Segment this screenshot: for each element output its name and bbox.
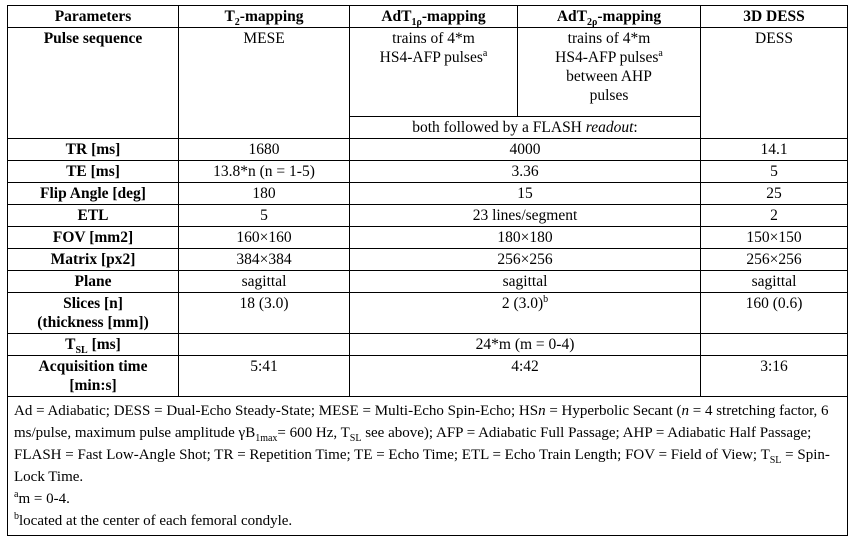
- label-tsl: $T_{SL}$ [ms]: [8, 334, 179, 356]
- cell-tr-adiabatic: 4000: [350, 139, 701, 161]
- cell-pulse-adt2: trains of 4*m HS4-AFP pulses$^a$ between AHP pulses: [518, 28, 701, 117]
- cell-acq-t2: 5:41: [179, 356, 350, 397]
- cell-matrix-adiabatic: 256×256: [350, 249, 701, 271]
- label-flip-angle: Flip Angle [deg]: [8, 183, 179, 205]
- row-acquisition-time: [8, 356, 848, 397]
- label-matrix: Matrix [px2]: [8, 249, 179, 271]
- cell-tsl-adiabatic: 24*m (m = 0-4): [350, 334, 701, 356]
- cell-slices-dess: 160 (0.6): [701, 293, 848, 334]
- cell-flip-dess: 25: [701, 183, 848, 205]
- footnote-b: $^b$located at the center of each femoral condyle.: [14, 511, 293, 529]
- cell-acq-adiabatic: 4:42: [350, 356, 701, 397]
- cell-flip-adiabatic: 15: [350, 183, 701, 205]
- cell-te-adiabatic: 3.36: [350, 161, 701, 183]
- header-3d-dess: 3D DESS: [701, 6, 848, 28]
- label-fov: FOV [mm2]: [8, 227, 179, 249]
- cell-fov-dess: 150×150: [701, 227, 848, 249]
- row-tsl: [8, 334, 848, 356]
- cell-flash-readout: both followed by a FLASH readout:: [350, 117, 701, 139]
- row-tr: [8, 139, 848, 161]
- header-adt1rho-mapping: AdT$_{1\rho}$-mapping: [350, 6, 518, 28]
- row-te: [8, 161, 848, 183]
- cell-slices-t2: 18 (3.0): [179, 293, 350, 334]
- row-fov: [8, 227, 848, 249]
- row-pulse-sequence: [8, 28, 848, 117]
- cell-tr-dess: 14.1: [701, 139, 848, 161]
- label-slices: Slices [n] (thickness [mm]): [8, 293, 179, 334]
- row-plane: [8, 271, 848, 293]
- cell-flip-t2: 180: [179, 183, 350, 205]
- cell-etl-t2: 5: [179, 205, 350, 227]
- label-etl: ETL: [8, 205, 179, 227]
- cell-matrix-dess: 256×256: [701, 249, 848, 271]
- cell-tr-t2: 1680: [179, 139, 350, 161]
- cell-plane-adiabatic: sagittal: [350, 271, 701, 293]
- cell-plane-dess: sagittal: [701, 271, 848, 293]
- row-etl: [8, 205, 848, 227]
- footnote-a: $^a$m = 0-4.: [14, 489, 70, 507]
- cell-pulse-dess: DESS: [701, 28, 848, 139]
- header-t2-mapping: $T_2$-mapping: [179, 6, 350, 28]
- cell-etl-dess: 2: [701, 205, 848, 227]
- cell-pulse-t2: MESE: [179, 28, 350, 139]
- cell-te-dess: 5: [701, 161, 848, 183]
- cell-slices-adiabatic: 2 $(3.0)^b$: [350, 293, 701, 334]
- cell-etl-adiabatic: 23 lines/segment: [350, 205, 701, 227]
- cell-fov-adiabatic: 180×180: [350, 227, 701, 249]
- cell-te-t2: 13.8*n (n = 1-5): [179, 161, 350, 183]
- label-plane: Plane: [8, 271, 179, 293]
- cell-tsl-dess: [701, 334, 848, 356]
- cell-matrix-t2: 384×384: [179, 249, 350, 271]
- header-adt2rho-mapping: AdT$_{2\rho}$-mapping: [518, 6, 701, 28]
- row-footnotes: [8, 397, 848, 536]
- table-footnotes: [8, 397, 848, 536]
- header-parameters: Parameters: [8, 6, 179, 28]
- parameters-table: [7, 5, 848, 536]
- label-pulse-sequence: Pulse sequence: [8, 28, 179, 139]
- abbreviations-note: Ad = Adiabatic; DESS = Dual-Echo Steady-State; MESE = Multi-Echo Spin-Echo; HSn = Hyperbolic Secant (n = 4 stretching factor, 6 ms/pulse, maximum pulse amplitude $\gamma B_{1max}= 600$ Hz, $T_{SL}$ see above); AFP = Adiabatic Full Passage; AHP = Adiabatic Half Passage; FLASH = Fast Low-Angle Shot; TR = Repetition Time; TE = Echo Time; ETL = Echo Train Length; FOV = Field of View; $T_{SL}$ = Spin-Lock Time.: [14, 403, 830, 485]
- row-matrix: [8, 249, 848, 271]
- row-slices: [8, 293, 848, 334]
- cell-pulse-adt1: trains of 4*m HS4-AFP pulses$^a$: [350, 28, 518, 117]
- cell-acq-dess: 3:16: [701, 356, 848, 397]
- cell-fov-t2: 160×160: [179, 227, 350, 249]
- label-acquisition-time: Acquisition time [min:s]: [8, 356, 179, 397]
- cell-plane-t2: sagittal: [179, 271, 350, 293]
- header-row: [8, 6, 848, 28]
- label-te: TE [ms]: [8, 161, 179, 183]
- cell-tsl-t2: [179, 334, 350, 356]
- label-tr: TR [ms]: [8, 139, 179, 161]
- row-flip-angle: [8, 183, 848, 205]
